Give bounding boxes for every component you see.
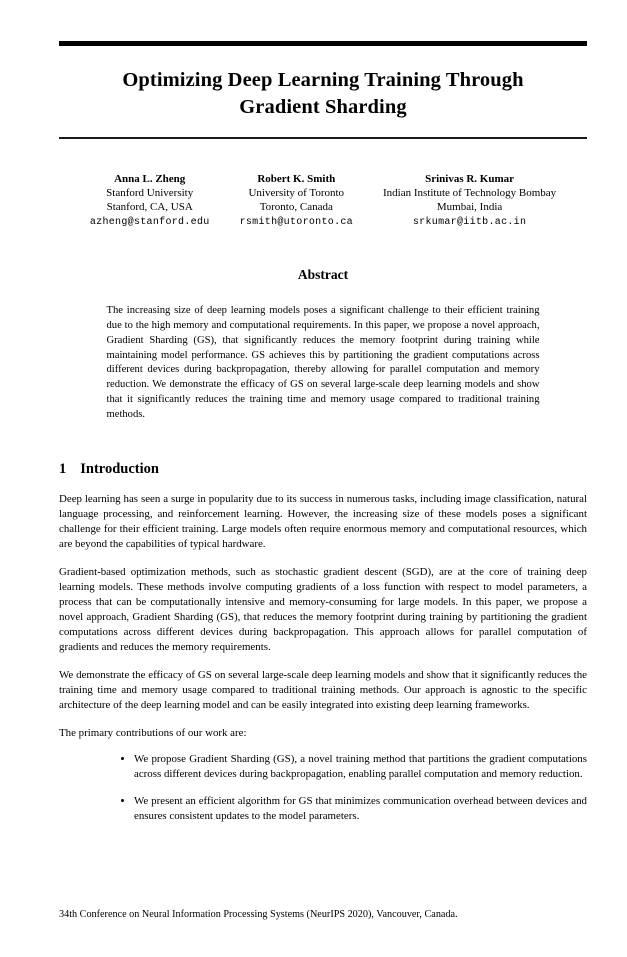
contribution-item-1: • We propose Gradient Sharding (GS), a novel training method that partitions the gradient computations across different devices during backpropagation, enabling parallel computation and memory reduction. bbox=[134, 752, 587, 782]
paper-title-line1: Optimizing Deep Learning Training Through bbox=[122, 69, 524, 91]
intro-paragraph-4: The primary contributions of our work are: bbox=[59, 727, 247, 740]
contributions-list bbox=[59, 752, 587, 824]
author-3-affiliation: Indian Institute of Technology Bombay bbox=[382, 187, 557, 200]
abstract-heading: Abstract bbox=[297, 266, 349, 282]
author-2 bbox=[240, 172, 353, 230]
author-2-location: Toronto, Canada bbox=[259, 201, 333, 214]
author-3 bbox=[383, 172, 556, 230]
author-1-email: azheng@stanford.edu bbox=[89, 216, 210, 228]
paper-title bbox=[59, 67, 587, 121]
conference-footnote: 34th Conference on Neural Information Processing Systems (NeurIPS 2020), Vancouver, Canada. bbox=[59, 909, 458, 920]
author-3-location: Mumbai, India bbox=[436, 201, 503, 214]
contribution-item-2: • We present an efficient algorithm for GS that minimizes communication overhead between devices and ensures consistent updates to the model parameters. bbox=[134, 794, 587, 824]
author-1 bbox=[90, 172, 210, 230]
author-2-name: Robert K. Smith bbox=[257, 173, 336, 185]
author-2-email: rsmith@utoronto.ca bbox=[239, 216, 353, 228]
author-1-affiliation: Stanford University bbox=[106, 187, 194, 200]
title-rule bbox=[59, 137, 587, 139]
section-1-heading bbox=[59, 460, 587, 478]
author-block bbox=[59, 172, 587, 230]
intro-paragraph-3: We demonstrate the efficacy of GS on several large-scale deep learning models and show that it significantly reduces the training time and memory usage compared to traditional training methods. Our approach is agnostic to the specific architecture of the deep learning model and can be easily integrated into existing deep learning frameworks. bbox=[59, 669, 587, 712]
author-1-name: Anna L. Zheng bbox=[114, 173, 186, 185]
page-content bbox=[59, 0, 587, 957]
intro-paragraph-1: Deep learning has seen a surge in popularity due to its success in numerous tasks, including image classification, natural language processing, and reinforcement learning. However, the increasing size of these models poses a significant challenge for their efficient training. Large models often require enormous memory and computational resources, which are beyond the capabilities of typical hardware. bbox=[59, 493, 587, 551]
intro-paragraph-2: Gradient-based optimization methods, such as stochastic gradient descent (SGD), are at the core of training deep learning models. These methods involve computing gradients of a loss function with respect to model parameters, a process that can be computationally intensive and memory-consuming for large models. In this paper, we propose a novel approach, Gradient Sharding (GS), that reduces the memory footprint during training by partitioning the gradient computations across different devices during backpropagation. This approach allows for parallel computation of gradients and reduces the memory requirements. bbox=[59, 566, 587, 654]
author-1-location: Stanford, CA, USA bbox=[106, 201, 193, 214]
section-1-title: Introduction bbox=[80, 461, 159, 478]
paper-title-line2: Gradient Sharding bbox=[239, 96, 407, 118]
section-1-number: 1 bbox=[59, 461, 67, 478]
top-rule bbox=[59, 41, 587, 46]
author-2-affiliation: University of Toronto bbox=[248, 187, 345, 200]
author-3-email: srkumar@iitb.ac.in bbox=[412, 216, 527, 228]
abstract-text: The increasing size of deep learning models poses a significant challenge to their efficient training due to the high memory and computational requirements. In this paper, we propose a novel approach, Gradient Sharding (GS), that significantly reduces the memory footprint during training while maintaining model performance. GS achieves this by partitioning the gradient computations across different devices during backpropagation, thereby allowing for parallel computation and memory reduction. We demonstrate the efficacy of GS on several large-scale deep learning models and show that it significantly reduces the training time and memory usage compared to traditional training methods. bbox=[106, 304, 540, 421]
author-3-name: Srinivas R. Kumar bbox=[425, 173, 515, 185]
